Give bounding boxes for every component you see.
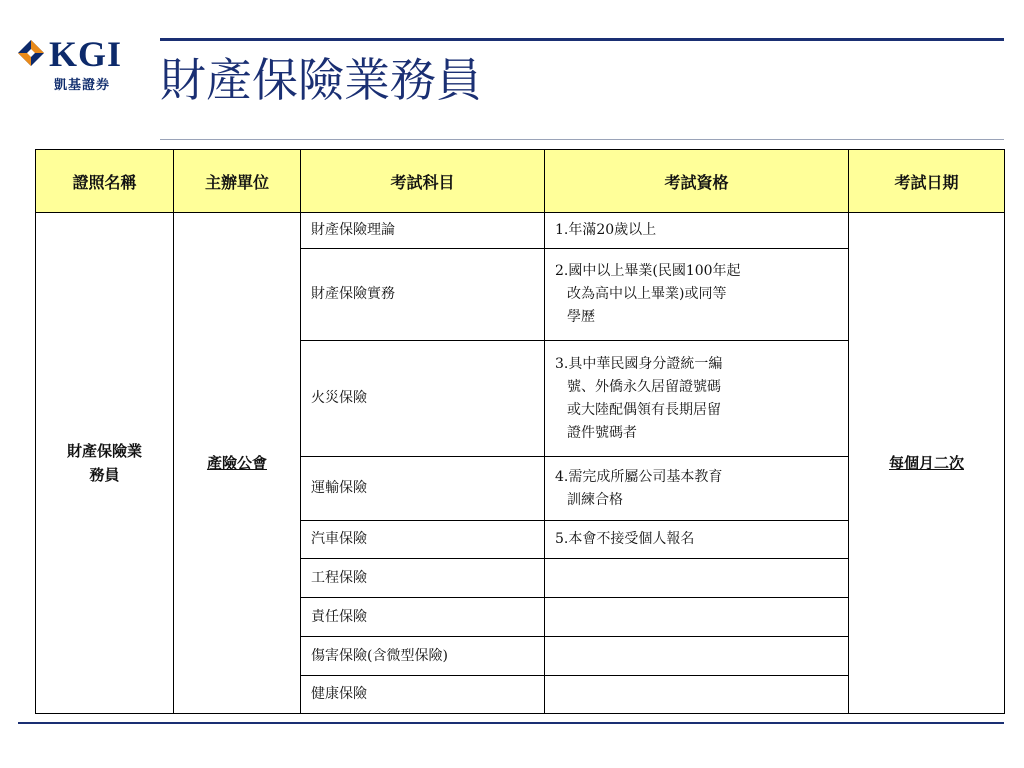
organizer-link[interactable]: 產險公會 <box>206 454 267 472</box>
table-row <box>36 213 1005 249</box>
subject-cell: 運輸保險 <box>301 457 545 521</box>
qualification-line: 2.國中以上畢業(民國100年起 <box>555 263 741 279</box>
qualification-cell <box>545 457 849 521</box>
page-title: 財產保險業務員 <box>160 53 482 107</box>
kgi-diamond-icon <box>18 40 44 66</box>
footer-rule <box>18 722 1004 724</box>
header-subjects: 考試科目 <box>301 150 545 213</box>
title-bottom-rule <box>160 139 1004 140</box>
subject-cell: 責任保險 <box>301 598 545 637</box>
qualification-line: 3.具中華民國身分證統一編 <box>555 355 723 372</box>
title-top-rule <box>160 38 1004 41</box>
subject-cell: 財產保險理論 <box>301 213 545 249</box>
logo-brand-text: KGI <box>49 34 123 74</box>
qualification-line: 改為高中以上畢業)或同等 <box>567 286 727 302</box>
subject-cell: 傷害保險(含微型保險) <box>301 637 545 676</box>
qualification-cell <box>545 559 849 598</box>
header-exam-date: 考試日期 <box>849 150 1005 213</box>
qualification-line: 5.本會不接受個人報名 <box>555 531 695 547</box>
qualification-cell <box>545 598 849 637</box>
subject-cell: 工程保險 <box>301 559 545 598</box>
qualification-cell <box>545 637 849 676</box>
logo-subtitle: 凱基證券 <box>54 78 111 93</box>
header-license-name: 證照名稱 <box>36 150 174 213</box>
organizer-cell[interactable] <box>174 213 301 714</box>
subject-cell: 火災保險 <box>301 341 545 457</box>
qualification-cell <box>545 341 849 457</box>
subject-cell: 財產保險實務 <box>301 249 545 341</box>
qualification-line: 訓練合格 <box>567 491 623 508</box>
exam-info-table <box>35 149 1005 714</box>
qualification-line: 4.需完成所屬公司基本教育 <box>555 468 723 485</box>
qualification-line: 1.年滿20歲以上 <box>555 222 657 238</box>
subject-cell: 健康保險 <box>301 676 545 714</box>
header-organizer: 主辦單位 <box>174 150 301 213</box>
kgi-logo <box>18 36 138 96</box>
subject-cell: 汽車保險 <box>301 521 545 559</box>
qualification-cell <box>545 249 849 341</box>
qualification-cell <box>545 676 849 714</box>
qualification-line: 證件號碼者 <box>567 424 637 441</box>
qualification-line: 號、外僑永久居留證號碼 <box>567 378 721 395</box>
exam-date-link[interactable]: 每個月二次 <box>888 454 964 472</box>
license-name-cell: 財產保險業 務員 <box>36 213 174 714</box>
qualification-line: 或大陸配偶領有長期居留 <box>567 401 721 418</box>
exam-date-cell[interactable] <box>849 213 1005 714</box>
header-qualifications: 考試資格 <box>545 150 849 213</box>
qualification-line: 學歷 <box>567 309 595 325</box>
table-body <box>36 213 1005 714</box>
table-header-row <box>36 150 1005 213</box>
qualification-cell <box>545 213 849 249</box>
qualification-cell <box>545 521 849 559</box>
